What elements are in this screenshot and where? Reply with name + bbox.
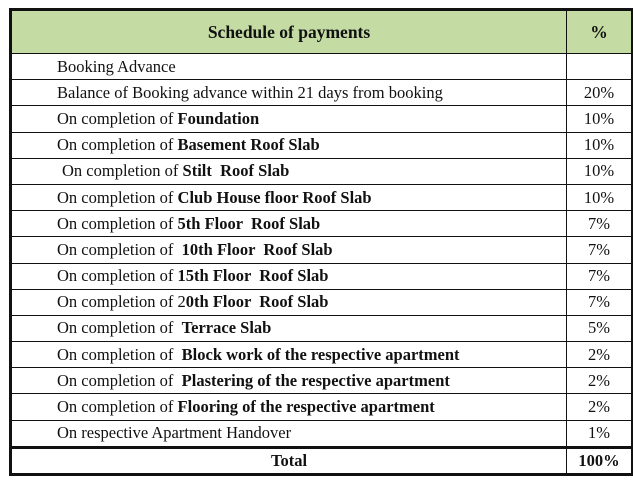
row-item-prefix: Balance of Booking advance within 21 days from booking — [57, 82, 443, 102]
row-item — [11, 184, 567, 210]
row-item-milestone: Block work of the respective apartment — [181, 344, 460, 364]
table-row — [11, 368, 633, 394]
row-item — [11, 158, 567, 184]
table-row — [11, 211, 633, 237]
row-item-milestone: 10th Floor Roof Slab — [181, 239, 333, 259]
row-item-prefix: On completion of — [57, 135, 178, 155]
row-item-prefix: On completion of — [57, 213, 178, 233]
table-row — [11, 237, 633, 263]
table-row — [11, 315, 633, 341]
payment-schedule-table — [9, 8, 633, 476]
row-item-prefix: Booking Advance — [57, 56, 176, 76]
row-item-prefix: On completion of — [57, 397, 178, 417]
row-item-prefix: On completion of — [57, 266, 178, 286]
row-item-prefix: On respective Apartment Handover — [57, 423, 292, 443]
row-percent: 7% — [567, 237, 633, 263]
row-percent: 10% — [567, 158, 633, 184]
table-row — [11, 80, 633, 106]
header-percent: % — [567, 10, 633, 54]
row-item — [11, 80, 567, 106]
row-percent: 10% — [567, 132, 633, 158]
table-row — [11, 263, 633, 289]
header-row — [11, 10, 633, 54]
row-item-prefix: On completion of — [57, 108, 178, 128]
table-row — [11, 394, 633, 420]
table-row — [11, 132, 633, 158]
row-item — [11, 54, 567, 80]
row-item — [11, 237, 567, 263]
row-item-milestone: Basement Roof Slab — [177, 135, 320, 155]
row-item-milestone: Flooring of the respective apartment — [177, 397, 435, 417]
row-item-milestone: Terrace Slab — [181, 318, 272, 338]
row-item-prefix: On completion of 2 — [57, 292, 186, 312]
row-item-prefix: On completion of — [57, 239, 182, 259]
payment-schedule — [9, 8, 631, 476]
row-item-milestone: Foundation — [177, 108, 260, 128]
row-item-prefix: On completion of — [57, 344, 182, 364]
row-item-milestone: Club House floor Roof Slab — [177, 187, 372, 207]
table-row — [11, 158, 633, 184]
total-percent: 100% — [567, 447, 633, 474]
row-item-prefix: On completion of — [57, 187, 178, 207]
row-item-prefix: On completion of — [62, 161, 183, 181]
row-percent: 10% — [567, 106, 633, 132]
row-item — [11, 132, 567, 158]
total-row — [11, 447, 633, 474]
row-percent: 7% — [567, 211, 633, 237]
row-item-prefix: On completion of — [57, 370, 182, 390]
row-item-prefix: On completion of — [57, 318, 182, 338]
row-item — [11, 315, 567, 341]
row-item-milestone: 0th Floor Roof Slab — [185, 292, 329, 312]
row-percent: 2% — [567, 368, 633, 394]
row-percent: 20% — [567, 80, 633, 106]
row-percent: 7% — [567, 263, 633, 289]
row-item — [11, 106, 567, 132]
row-item — [11, 420, 567, 447]
row-item-milestone: Stilt Roof Slab — [182, 161, 290, 181]
schedule-rows — [11, 54, 633, 448]
row-item — [11, 342, 567, 368]
row-percent: 1% — [567, 420, 633, 447]
total-label: Total — [11, 447, 567, 474]
row-item — [11, 289, 567, 315]
row-percent: 5% — [567, 315, 633, 341]
table-row — [11, 289, 633, 315]
row-item — [11, 263, 567, 289]
row-percent — [567, 54, 633, 80]
row-item — [11, 211, 567, 237]
row-item-milestone: 15th Floor Roof Slab — [177, 266, 329, 286]
table-row — [11, 54, 633, 80]
row-percent: 2% — [567, 394, 633, 420]
row-percent: 10% — [567, 184, 633, 210]
row-item-milestone: Plastering of the respective apartment — [181, 370, 450, 390]
row-item — [11, 368, 567, 394]
table-row — [11, 420, 633, 447]
row-item — [11, 394, 567, 420]
table-row — [11, 342, 633, 368]
row-percent: 2% — [567, 342, 633, 368]
row-percent: 7% — [567, 289, 633, 315]
table-row — [11, 184, 633, 210]
header-schedule: Schedule of payments — [11, 10, 567, 54]
table-row — [11, 106, 633, 132]
row-item-milestone: 5th Floor Roof Slab — [177, 213, 321, 233]
